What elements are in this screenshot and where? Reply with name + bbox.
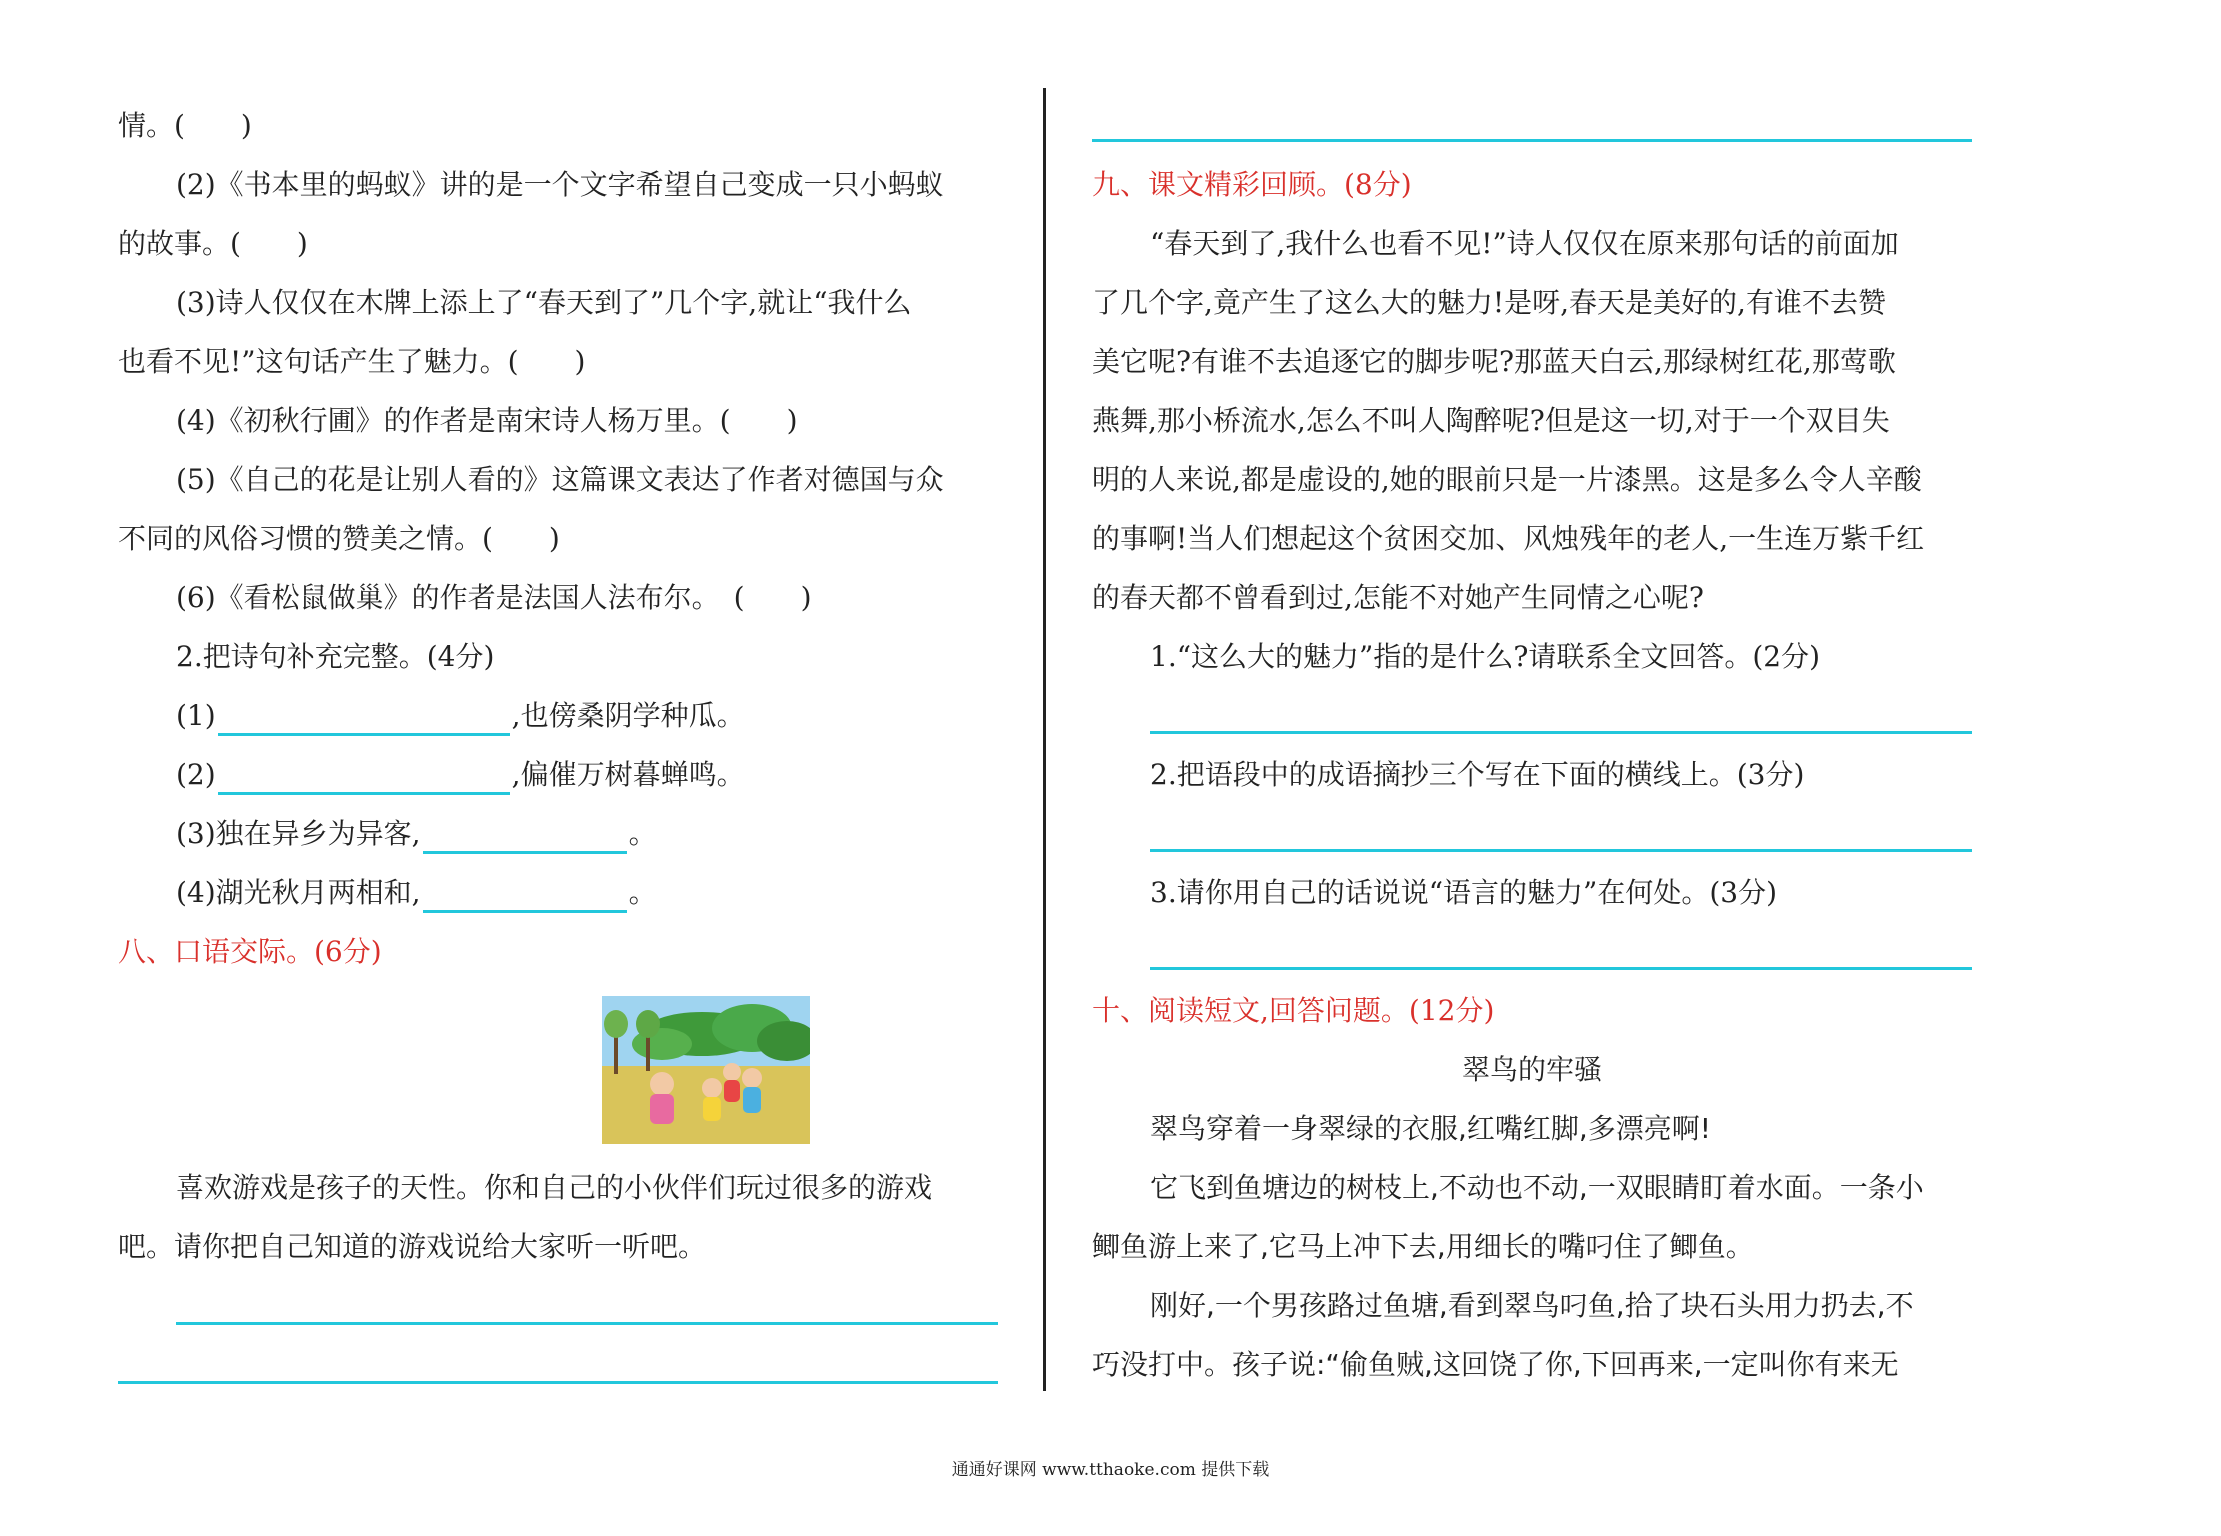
question-2-line: (2)《书本里的蚂蚁》讲的是一个文字希望自己变成一只小蚂蚁: [176, 168, 944, 201]
answer-blank[interactable]: [423, 880, 627, 913]
poem-line-text: ,偏催万树暮蝉鸣。: [511, 758, 745, 791]
oral-prompt-line: 吧。请你把自己知道的游戏说给大家听一听吧。: [118, 1230, 707, 1263]
answer-line[interactable]: [1092, 139, 1972, 142]
question-5-line: (5)《自己的花是让别人看的》这篇课文表达了作者对德国与众: [176, 463, 944, 496]
story-line: 鲫鱼游上来了,它马上冲下去,用细长的嘴叼住了鲫鱼。: [1092, 1230, 1754, 1263]
passage-line: 的事啊!当人们想起这个贫困交加、风烛残年的老人,一生连万紫千红: [1092, 522, 1925, 555]
poem-line-number: (1): [176, 699, 216, 732]
section-8-heading: 八、口语交际。(6分): [118, 935, 382, 968]
question-3: 3.请你用自己的话说说“语言的魅力”在何处。(3分): [1150, 876, 1778, 909]
text-line: 不同的风俗习惯的赞美之情。( ): [118, 522, 560, 555]
text-line: 的故事。( ): [118, 227, 308, 260]
passage-line: 的春天都不曾看到过,怎能不对她产生同情之心呢?: [1092, 581, 1704, 614]
poem-line-text: 。: [628, 876, 657, 909]
passage-line: 了几个字,竟产生了这么大的魅力!是呀,春天是美好的,有谁不去赞: [1092, 286, 1886, 319]
section-9-heading: 九、课文精彩回顾。(8分): [1092, 168, 1412, 201]
passage-line: 明的人来说,都是虚设的,她的眼前只是一片漆黑。这是多么令人辛酸: [1092, 463, 1922, 496]
answer-line[interactable]: [1150, 849, 1972, 852]
story-line: 翠鸟穿着一身翠绿的衣服,红嘴红脚,多漂亮啊!: [1150, 1112, 1712, 1145]
poem-line-text: (4)湖光秋月两相和,: [176, 876, 421, 909]
answer-line[interactable]: [118, 1381, 998, 1384]
story-line: 巧没打中。孩子说:“偷鱼贼,这回饶了你,下回再来,一定叫你有来无: [1092, 1348, 1899, 1381]
passage-line: “春天到了,我什么也看不见!”诗人仅仅在原来那句话的前面加: [1150, 227, 1899, 260]
column-divider: [1043, 88, 1046, 1391]
text-line: 情。( ): [118, 109, 252, 142]
oral-prompt-line: 喜欢游戏是孩子的天性。你和自己的小伙伴们玩过很多的游戏: [176, 1171, 933, 1204]
answer-blank[interactable]: [423, 821, 627, 854]
text-line: 也看不见!”这句话产生了魅力。( ): [118, 345, 586, 378]
poem-line-3: [176, 814, 657, 854]
question-4-line: (4)《初秋行圃》的作者是南宋诗人杨万里。( ): [176, 404, 798, 437]
poem-line-text: 。: [628, 817, 657, 850]
story-line: 它飞到鱼塘边的树枝上,不动也不动,一双眼睛盯着水面。一条小: [1150, 1171, 1924, 1204]
poem-line-text: ,也傍桑阴学种瓜。: [511, 699, 745, 732]
question-1: 1.“这么大的魅力”指的是什么?请联系全文回答。(2分): [1150, 640, 1821, 673]
answer-line[interactable]: [1150, 731, 1972, 734]
question-6-line: (6)《看松鼠做巢》的作者是法国人法布尔。 ( ): [176, 581, 812, 614]
answer-line[interactable]: [176, 1322, 998, 1325]
answer-line[interactable]: [1150, 967, 1972, 970]
footer-source: 通通好课网 www.tthaoke.com 提供下载: [951, 1460, 1270, 1480]
poem-line-2: [176, 755, 745, 795]
children-playing-illustration: [602, 996, 810, 1144]
poem-question-heading: 2.把诗句补充完整。(4分): [176, 640, 495, 673]
question-2: 2.把语段中的成语摘抄三个写在下面的横线上。(3分): [1150, 758, 1805, 791]
passage-line: 燕舞,那小桥流水,怎么不叫人陶醉呢?但是这一切,对于一个双目失: [1092, 404, 1890, 437]
passage-line: 美它呢?有谁不去追逐它的脚步呢?那蓝天白云,那绿树红花,那莺歌: [1092, 345, 1896, 378]
section-10-heading: 十、阅读短文,回答问题。(12分): [1092, 994, 1495, 1027]
question-3-line: (3)诗人仅仅在木牌上添上了“春天到了”几个字,就让“我什么: [176, 286, 912, 319]
poem-line-number: (2): [176, 758, 216, 791]
answer-blank[interactable]: [218, 762, 510, 795]
poem-line-1: [176, 696, 745, 736]
poem-line-text: (3)独在异乡为异客,: [176, 817, 421, 850]
story-title: 翠鸟的牢骚: [1461, 1053, 1602, 1086]
story-line: 刚好,一个男孩路过鱼塘,看到翠鸟叼鱼,拾了块石头用力扔去,不: [1150, 1289, 1914, 1322]
poem-line-4: [176, 873, 657, 913]
answer-blank[interactable]: [218, 703, 510, 736]
